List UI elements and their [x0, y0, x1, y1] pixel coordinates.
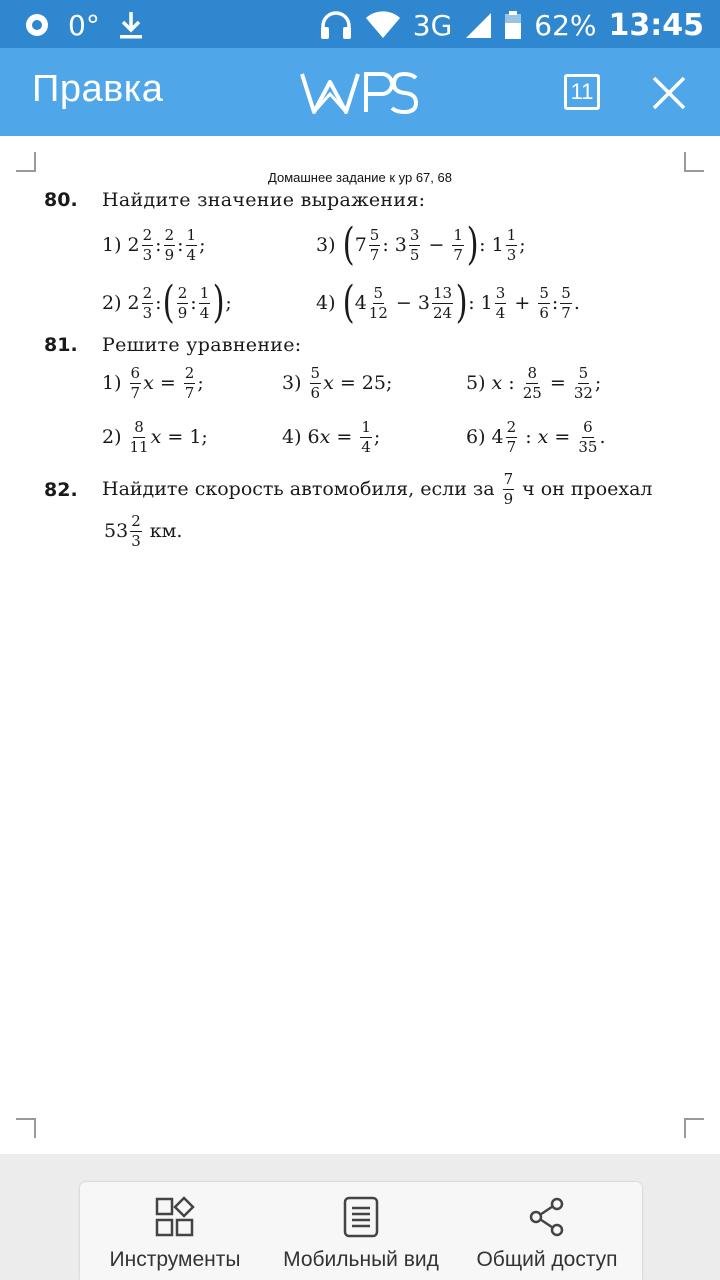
page-corner-mark — [16, 152, 36, 172]
close-icon[interactable] — [650, 74, 688, 112]
wps-logo — [300, 68, 420, 118]
equation-81-1: 1) $\frac{6}{7}$ x = $\frac{2}{7}$ ; — [102, 363, 204, 402]
share-icon — [526, 1196, 568, 1238]
problem-number: 81. — [44, 334, 78, 356]
expression-80-1: 1) 2 $\frac{2}{3}$ : $\frac{2}{9}$ : $\frac{1}{4}$ ; — [102, 225, 206, 264]
notification-dot-icon — [24, 12, 50, 38]
headset-icon — [319, 10, 353, 40]
bottom-bar — [0, 1154, 720, 1280]
network-type-text: 3G — [412, 8, 453, 42]
problem-text: ч он проехал — [522, 478, 653, 500]
equation-81-5: 5) x : $\frac{8}{25}$ = $\frac{5}{32}$ ; — [466, 363, 602, 402]
expression-80-2: 2) 2 $\frac{2}{3}$ : ( $\frac{2}{9}$ : $\frac{1}{4}$ ) ; — [102, 277, 232, 328]
page-count-text: 11 — [570, 79, 594, 104]
problem-number: 82. — [44, 479, 78, 501]
equation-81-2: 2) $\frac{8}{11}$ x = 1; — [102, 417, 208, 456]
wifi-icon — [365, 11, 401, 39]
expression-80-3: 3) ( 7 $\frac{5}{7}$ : 3 $\frac{3}{5}$ − $\frac{1}{7}$ ) : 1 $\frac{1}{3}$ ; — [316, 219, 526, 270]
download-icon — [118, 10, 144, 40]
problem-text: км. — [149, 520, 183, 542]
tools-icon — [154, 1196, 196, 1238]
battery-percent-text: 62% — [534, 8, 597, 42]
temperature-text: 0° — [68, 8, 100, 42]
tools-label: Инструменты — [109, 1248, 241, 1271]
share-label: Общий доступ — [476, 1248, 618, 1271]
tools-button[interactable] — [80, 1182, 270, 1280]
page-corner-mark — [16, 1118, 36, 1138]
problem-82-line-2: 53 $\frac{2}{3}$ км. — [104, 511, 183, 550]
share-button[interactable] — [452, 1182, 642, 1280]
page-corner-mark — [684, 152, 704, 172]
problem-82-line-1: Найдите скорость автомобиля, если за $\frac{7}{9}$ ч он проехал — [102, 469, 653, 508]
battery-icon — [504, 10, 522, 40]
mobile-view-button[interactable] — [266, 1182, 456, 1280]
document-page[interactable] — [0, 136, 720, 1154]
bottom-actions-panel — [80, 1182, 642, 1280]
page-count-button[interactable] — [564, 74, 600, 110]
app-toolbar — [0, 48, 720, 136]
edit-button[interactable]: Правка — [32, 68, 164, 110]
signal-icon — [464, 11, 492, 39]
status-bar — [0, 0, 720, 48]
equation-81-6: 6) 4 $\frac{2}{7}$ : x = $\frac{6}{35}$ . — [466, 417, 606, 456]
clock-time: 13:45 — [608, 7, 704, 43]
expression-80-4: 4) ( 4 $\frac{5}{12}$ − 3 $\frac{13}{24}$ ) : 1 $\frac{3}{4}$ + $\frac{5}{6}$ : $\frac{5}{7}$ . — [316, 277, 580, 328]
equation-81-3: 3) $\frac{5}{6}$ x = 25; — [282, 363, 393, 402]
mobile-view-label: Мобильный вид — [283, 1248, 439, 1271]
mobile-view-icon — [340, 1196, 382, 1238]
problem-title: Решите уравнение: — [102, 334, 302, 356]
equation-81-4: 4) 6 x = $\frac{1}{4}$ ; — [282, 417, 381, 456]
problem-title: Найдите скорость автомобиля, если за — [102, 478, 495, 500]
document-header: Домашнее задание к ур 67, 68 — [268, 170, 452, 185]
problem-number: 80. — [44, 189, 78, 211]
page-corner-mark — [684, 1118, 704, 1138]
problem-title: Найдите значение выражения: — [102, 189, 426, 211]
